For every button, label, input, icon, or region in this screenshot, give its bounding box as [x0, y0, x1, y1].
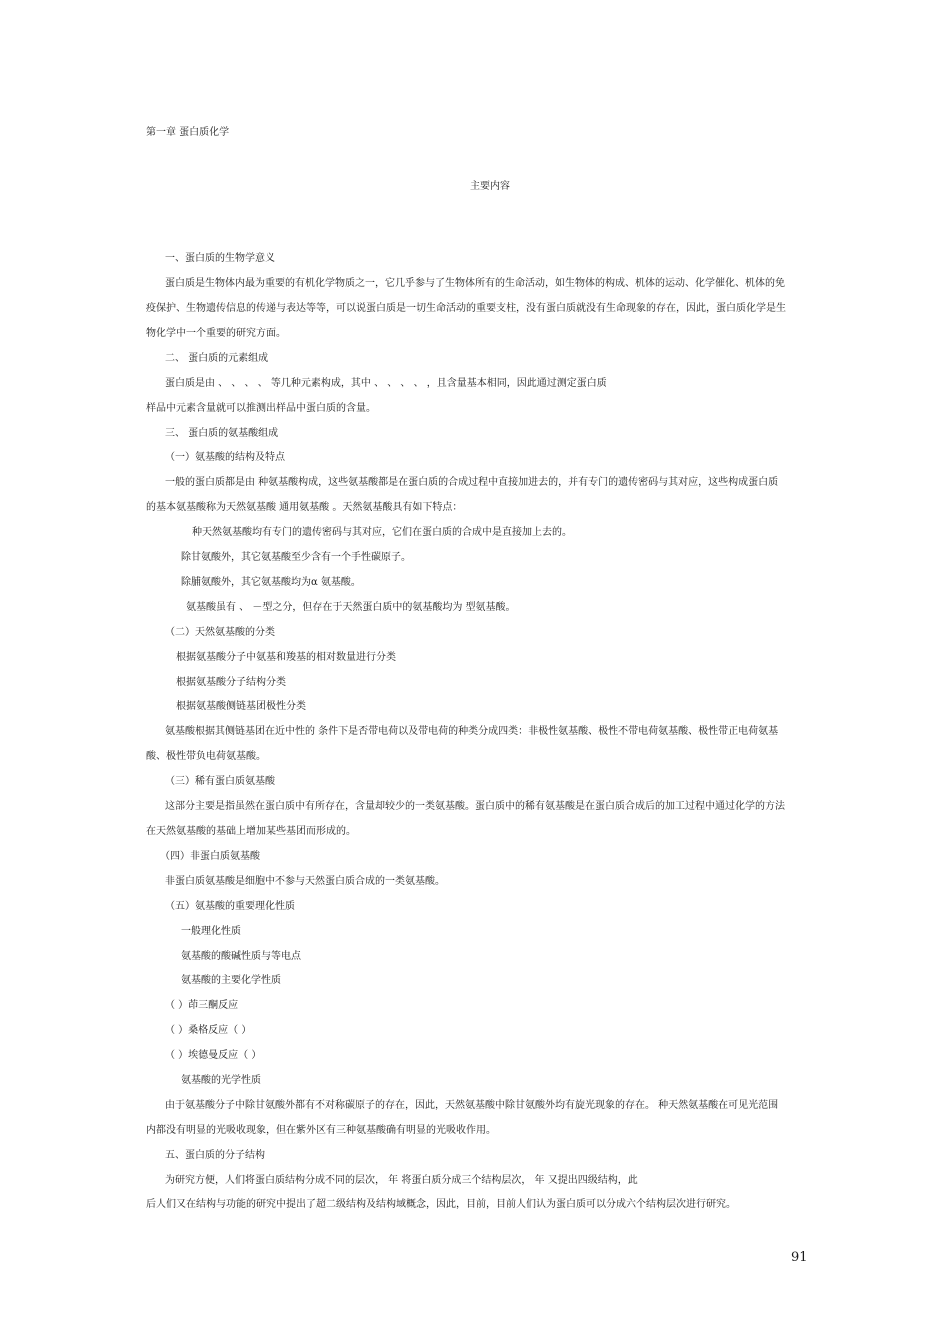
- page-number: 91: [791, 1250, 808, 1265]
- classification-item-2: 根据氨基酸分子结构分类: [176, 677, 286, 688]
- section-5-heading: 五、蛋白质的分子结构: [165, 1150, 265, 1161]
- section-1-heading: 一、蛋白质的生物学意义: [165, 253, 275, 264]
- paragraph-2-line-1: 氨基酸根据其侧链基团在近中性的 条件下是否带电荷以及带电荷的种类分成四类：非极性氨基酸、极性不带电荷氨基酸、极性带正电荷氨基: [165, 726, 779, 737]
- paragraph-1-line-1: 一般的蛋白质都是由 种氨基酸构成，这些氨基酸都是在蛋白质的合成过程中直接加进去的，并有专门的遗传密码与其对应，这些构成蛋白质: [165, 477, 779, 488]
- classification-item-1: 根据氨基酸分子中氨基和羧基的相对数量进行分类: [176, 652, 396, 663]
- section-title: 主要内容: [470, 181, 510, 192]
- section-5-line-2: 后人们又在结构与功能的研究中提出了超二级结构及结构域概念，因此，目前，目前人们认为蛋白质可以分成六个结构层次进行研究。: [146, 1199, 736, 1210]
- property-item-2: 氨基酸的酸碱性质与等电点: [181, 951, 301, 962]
- subsection-2-heading: （二）天然氨基酸的分类: [165, 627, 275, 638]
- paragraph-1-line-2: 的基本氨基酸称为天然氨基酸 通用氨基酸 。天然氨基酸具有如下特点：: [146, 502, 463, 513]
- feature-item-4: 氨基酸虽有 、 －型之分，但存在于天然蛋白质中的氨基酸均为 型氨基酸。: [186, 602, 516, 613]
- subsection-4-heading: （四）非蛋白质氨基酸: [160, 851, 260, 862]
- paragraph-3-line-2: 在天然氨基酸的基础上增加某些基团而形成的。: [146, 826, 356, 837]
- property-item-1: 一般理化性质: [181, 926, 241, 937]
- feature-item-1: 种天然氨基酸均有专门的遗传密码与其对应，它们在蛋白质的合成中是直接加上去的。: [192, 527, 572, 538]
- paragraph-5-line-2: 内都没有明显的光吸收现象，但在紫外区有三种氨基酸确有明显的光吸收作用。: [146, 1125, 496, 1136]
- section-5-line-1: 为研究方便，人们将蛋白质结构分成不同的层次， 年 将蛋白质分成三个结构层次， 年 又提出四级结构，此: [165, 1175, 638, 1186]
- section-2-line-1: 蛋白质是由 、 、 、 、 等几种元素构成，其中 、 、 、 、 ，且含量基本相同，因此通过测定蛋白质: [165, 378, 607, 389]
- section-1-line-2: 疫保护、生物遗传信息的传递与表达等等，可以说蛋白质是一切生命活动的重要支柱，没有蛋白质就没有生命现象的存在，因此，蛋白质化学是生: [146, 303, 786, 314]
- section-3-heading: 三、 蛋白质的氨基酸组成: [165, 428, 279, 439]
- section-2-heading: 二、 蛋白质的元素组成: [165, 353, 269, 364]
- property-item-3: 氨基酸的主要化学性质: [181, 975, 281, 986]
- paragraph-3-line-1: 这部分主要是指虽然在蛋白质中有所存在，含量却较少的一类氨基酸。蛋白质中的稀有氨基酸是在蛋白质合成后的加工过程中通过化学的方法: [165, 801, 785, 812]
- feature-item-2: 除甘氨酸外，其它氨基酸至少含有一个手性碳原子。: [181, 552, 411, 563]
- classification-item-3: 根据氨基酸侧链基团极性分类: [176, 701, 306, 712]
- subsection-5-heading: （五）氨基酸的重要理化性质: [165, 901, 295, 912]
- subsection-3-heading: （三）稀有蛋白质氨基酸: [165, 776, 275, 787]
- section-1-line-3: 物化学中一个重要的研究方面。: [146, 328, 286, 339]
- section-1-line-1: 蛋白质是生物体内最为重要的有机化学物质之一，它几乎参与了生物体所有的生命活动，如生物体的构成、机体的运动、化学催化、机体的免: [165, 278, 785, 289]
- chapter-title: 第一章 蛋白质化学: [146, 127, 230, 138]
- reaction-item-3: （ ）埃德曼反应（ ）: [165, 1050, 262, 1061]
- feature-item-3: 除脯氨酸外，其它氨基酸均为α 氨基酸。: [181, 577, 361, 588]
- reaction-item-2: （ ）桑格反应（ ）: [165, 1025, 252, 1036]
- paragraph-2-line-2: 酸、极性带负电荷氨基酸。: [146, 751, 266, 762]
- reaction-item-1: （ ）茚三酮反应: [165, 1000, 239, 1011]
- property-item-4: 氨基酸的光学性质: [181, 1075, 261, 1086]
- section-2-line-2: 样品中元素含量就可以推测出样品中蛋白质的含量。: [146, 403, 376, 414]
- paragraph-4: 非蛋白质氨基酸是细胞中不参与天然蛋白质合成的一类氨基酸。: [165, 876, 445, 887]
- subsection-1-heading: （一）氨基酸的结构及特点: [165, 452, 285, 463]
- paragraph-5-line-1: 由于氨基酸分子中除甘氨酸外都有不对称碳原子的存在，因此，天然氨基酸中除甘氨酸外均有旋光现象的存在。 种天然氨基酸在可见光范围: [165, 1100, 779, 1111]
